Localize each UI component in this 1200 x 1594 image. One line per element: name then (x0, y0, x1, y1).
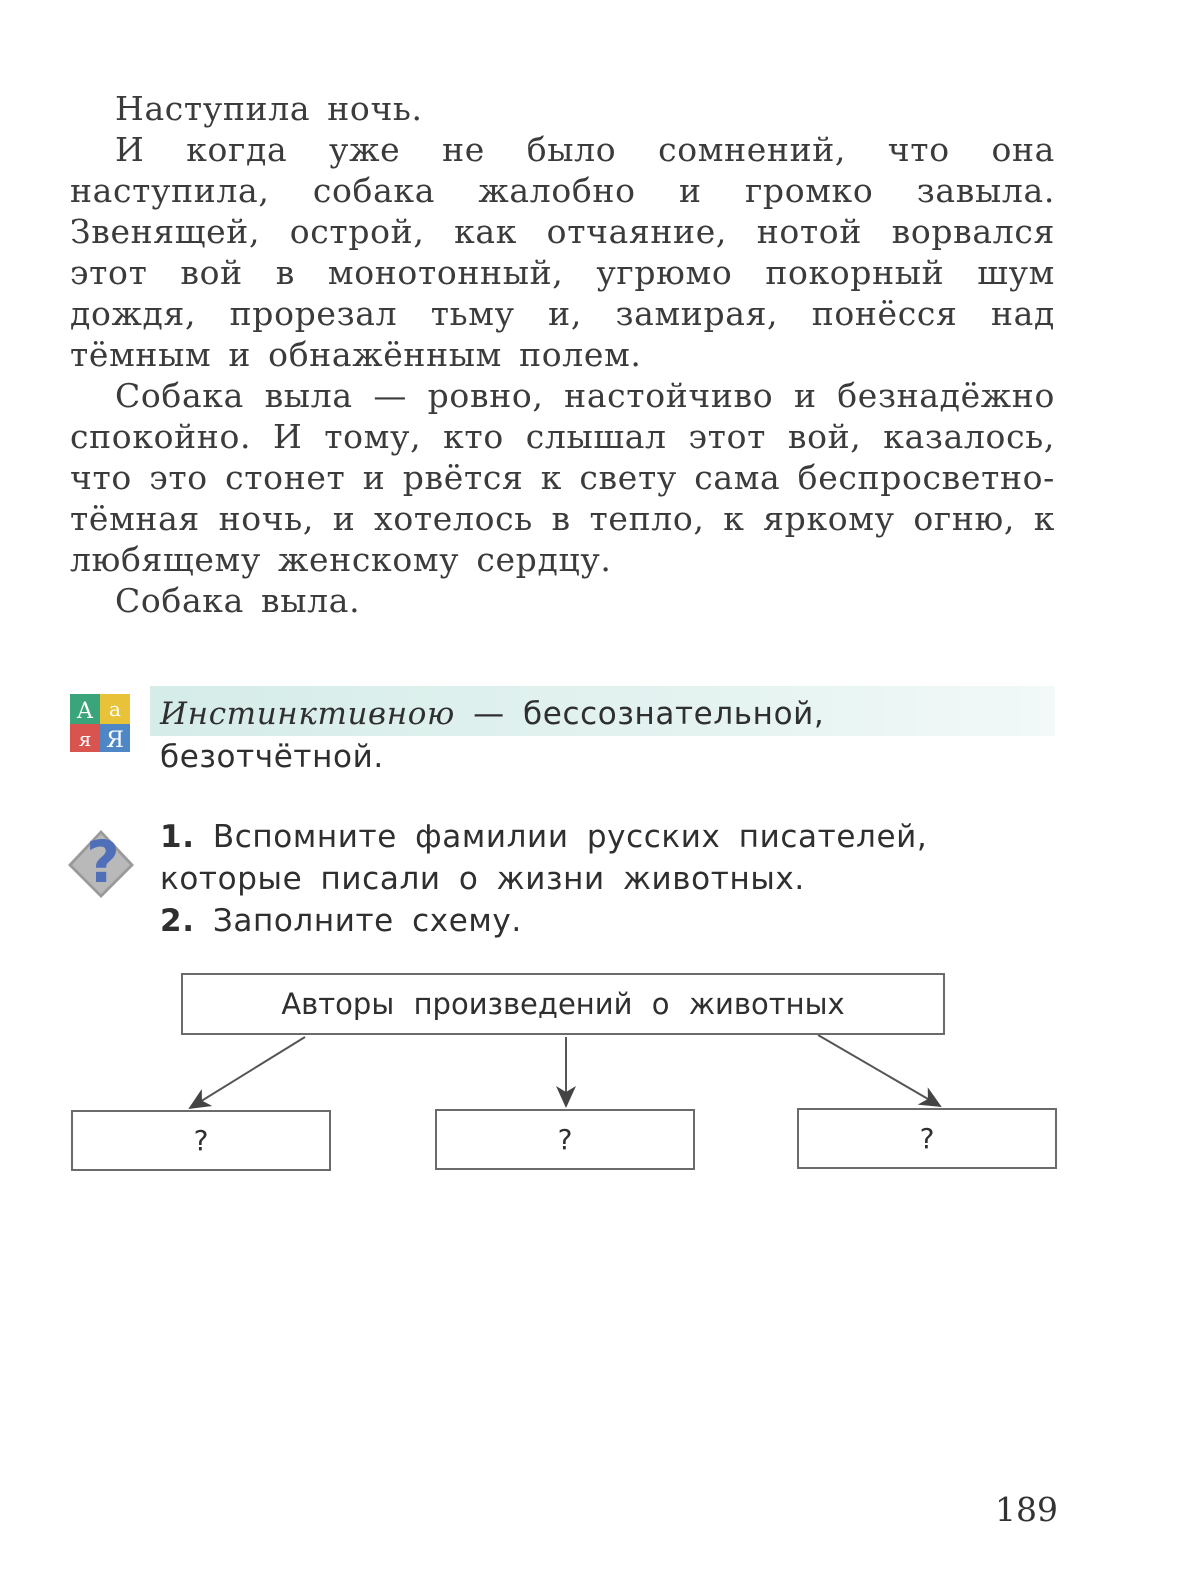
question-text: Вспомните фамилии русских писателей, которые писали о жизни животных. (160, 819, 928, 897)
dictionary-icon-letter: Я (106, 728, 124, 752)
glossary-dash: — (454, 696, 524, 732)
dictionary-icon-letter: а (109, 697, 121, 721)
page-number: 189 (995, 1490, 1058, 1529)
scheme-answer-box[interactable]: ? (71, 1110, 331, 1171)
story-paragraph: И когда уже не было сомнений, что она наступила, собака жалобно и громко завыла. Звенящей, острой, как отчаяние, нотой ворвался этот вой в монотонный, угрюмо покорный шум дождя, прорезал тьму и, замирая, понёсся над тёмным и обнажённым полем. (70, 130, 1055, 374)
scheme-answer-box[interactable]: ? (797, 1108, 1057, 1169)
question-number: 1. (160, 819, 195, 855)
glossary-term: Инстинктивною (160, 696, 455, 732)
arrow-right (818, 1035, 940, 1106)
dictionary-icon-letter: я (78, 727, 92, 751)
glossary-definition: бессознательной, безотчётной. (160, 696, 825, 775)
svg-text:?: ? (86, 828, 120, 896)
story-paragraph: Собака выла. (115, 581, 361, 620)
question-text: Заполните схему. (212, 903, 522, 939)
question-number: 2. (160, 903, 195, 939)
dictionary-icon-letter: А (76, 699, 94, 724)
story-paragraph: Собака выла — ровно, настойчиво и безнадёжно спокойно. И тому, кто слышал этот вой, казалось, что это стонет и рвётся к свету сама беспросветно-тёмная ночь, и хотелось в тепло, к яркому огню, к любящему женскому сердцу. (70, 376, 1055, 579)
scheme-top-box: Авторы произведений о животных (181, 973, 945, 1035)
arrow-left (190, 1037, 305, 1108)
story-paragraph: Наступила ночь. (115, 89, 423, 128)
scheme-answer-box[interactable]: ? (435, 1109, 695, 1170)
